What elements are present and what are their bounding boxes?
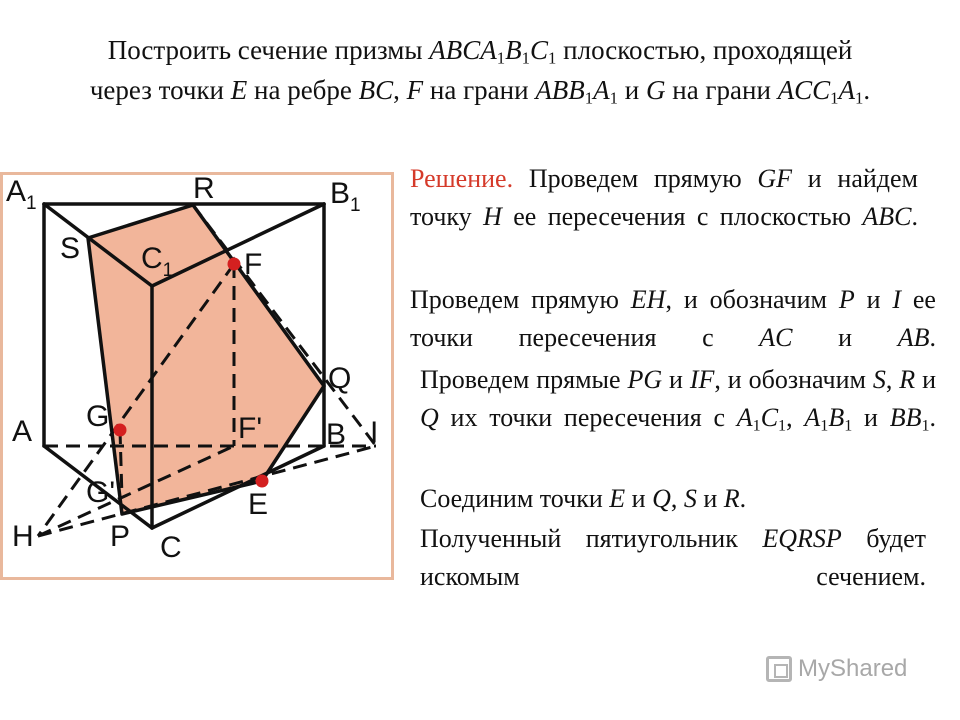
label-i: I [370,416,379,449]
point-g [114,424,127,437]
line-gg-prime [120,430,122,498]
solution-step-2: Проведем прямую EH, и обозначим P и I ее точки пересечения с AC и AB. [410,285,936,352]
solution-step-5: Полученный пятиугольник EQRSP будет искомым сечением. [420,524,926,591]
point-e [256,475,269,488]
label-c: C [160,531,182,564]
label-r: R [193,172,215,205]
watermark: MyShared [766,655,907,683]
problem-line-1: Построить сечение призмы $ABCA_1B_1C_1$ плоскостью, проходящей [107,35,853,68]
label-h: H [12,520,34,553]
label-a: A [12,415,33,448]
problem-line-2: через точки E на ребре BC, F на грани $ABB_1A_1$ и G на грани $ACC_1A_1$. [89,75,871,108]
label-c1: $C_1$ [141,242,174,281]
label-q: Q [328,362,352,395]
label-b1: $B_1$ [330,177,361,216]
label-f-prime: F' [238,412,263,445]
label-s: S [60,232,81,265]
label-e: E [248,488,269,521]
solution-step-4: Соединим точки E и Q, S и R. [420,484,747,513]
solution-step-3: Проведем прямые PG и IF, и обозначим S, R и Q их точки пересечения с $A_1C_1$, $A_1B_1$ и $BB_1$. [420,365,937,435]
point-f [228,258,241,271]
label-p: P [110,520,131,553]
label-g-prime: G' [86,476,116,509]
label-b: B [326,418,347,451]
label-a1: $A_1$ [6,175,37,214]
label-f: F [244,248,263,281]
label-g: G [86,400,110,433]
solution-step-1: Решение. Проведем прямую GF и найдем точку H ее пересечения с плоскостью ABC. [410,164,919,231]
problem-statement [0,30,960,110]
prism-section-diagram [0,172,400,580]
presentation-icon [766,656,792,682]
